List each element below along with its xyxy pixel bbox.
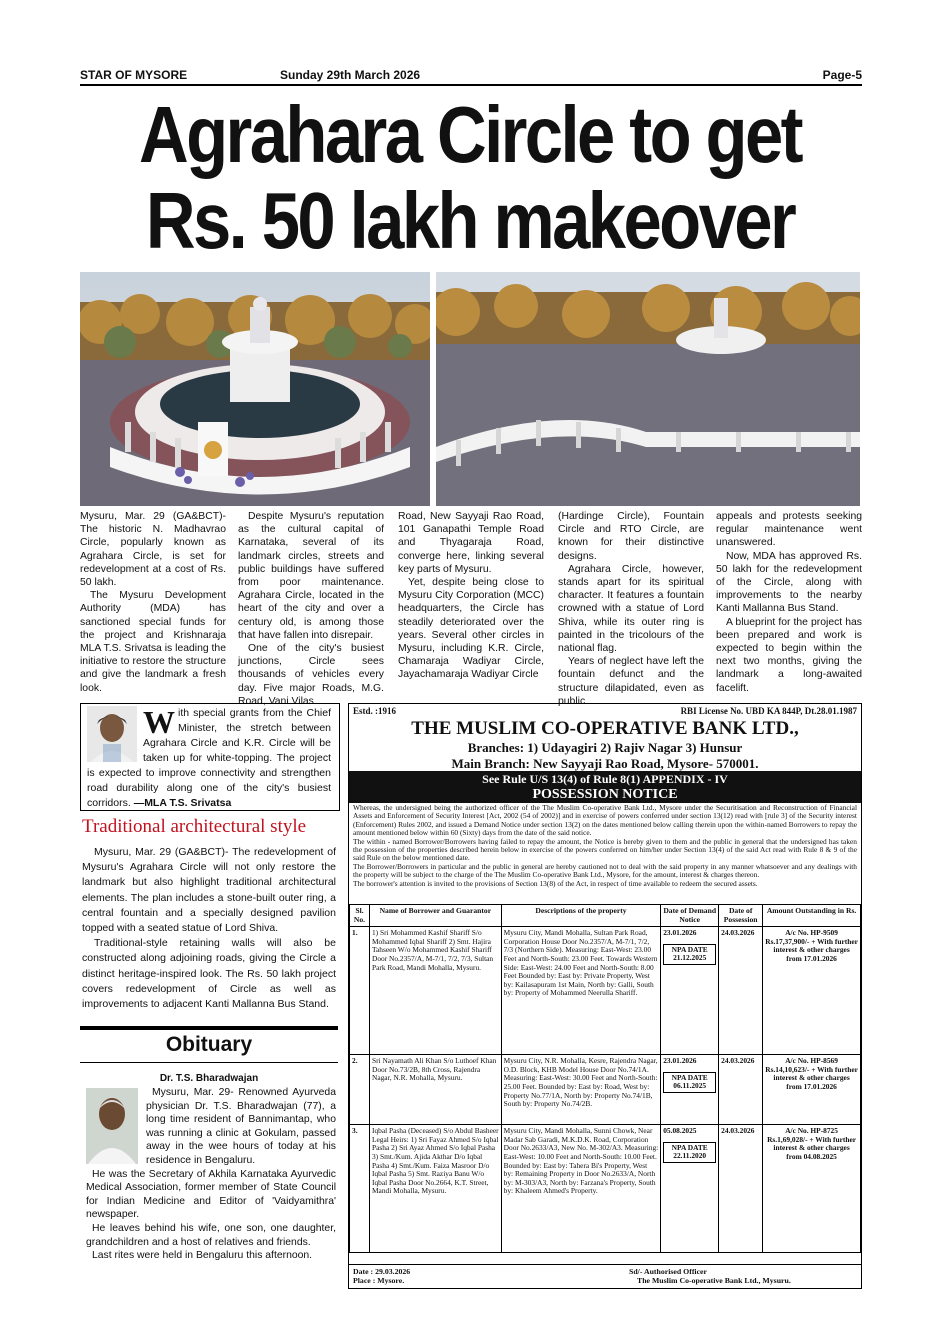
column-header: Name of Borrower and Guarantor	[369, 905, 501, 927]
officer-name: The Muslim Co-operative Bank Ltd., Mysuru.	[637, 1276, 791, 1285]
paragraph: Now, MDA has approved Rs. 50 lakh for the redevelopment of the Circle, along with improvements to the nearby Kanti Mallanna Bus Stand.	[716, 550, 862, 615]
possession-cell: 24.03.2026	[719, 1125, 763, 1253]
bank-branches: Branches: 1) Udayagiri 2) Rajiv Nagar 3) Hunsur	[467, 740, 743, 755]
paragraph: The Borrower/Borrowers in particular and the public in general are hereby cautioned not to deal with the said property in any manner whatsoever and any dealings with the property will be subject to the charge of the The Muslim Co-operative Bank Ltd., Mysore, for the amount, interest & charges thereon.	[353, 861, 857, 880]
paragraph: One of the city's busiest junctions, Circle sees thousands of vehicles every day. Five major Roads, M.G. Road, Vani Vilas	[238, 643, 384, 707]
page-number: Page-5	[822, 68, 862, 82]
property-cell: Mysuru City, Mandi Mohalla, Sultan Park Road, Corporation House Door No.2357/A, M-7/1, 7/2, 7/3 (Northern Side). Measuring: East-West: 23.00 Feet and North-South: 23.00 Feet. Towards Western Side: East-West: 24.00 Feet and North-South: 8.00 Feet Bounded by: East by: Private Property, West by: Kailasapuram 1st Main, North by: Galli, South by: Property of Mohammed Neerulla Shariff.	[501, 927, 661, 1055]
paragraph: Years of neglect have left the fountain defunct and the structure dilapidated, even as public	[558, 656, 704, 707]
table-row	[350, 1125, 861, 1253]
circle-wide-view-photo	[436, 272, 860, 506]
notice-rule: See Rule U/S 13(4) of Rule 8(1) APPENDIX - IV	[482, 772, 728, 786]
traditional-style-title: Traditional architectural style	[82, 816, 307, 837]
borrower-cell: Sri Nayamath Ali Khan S/o Luthoef Khan Door No.73/2B, 8th Cross, Rajendra Nagar, N.R. Mohalla, Mysuru.	[369, 1055, 501, 1125]
column-header: Amount Outstanding in Rs.	[763, 905, 861, 927]
quote-text	[87, 706, 331, 811]
column-header: Descriptions of the property	[501, 905, 661, 927]
article-column-3	[398, 510, 544, 682]
possession-table	[349, 904, 861, 1253]
page-header	[80, 66, 862, 86]
article-column-4	[558, 510, 704, 708]
borrower-cell: 1) Sri Mohammed Kashif Shariff S/o Mohammed Iqbal Shariff 2) Smt. Hajira Tahseen W/o Mohammed Kashif Shariff Door No.2357/A, M-7/1, 7/2, 7/3, Sultan Park Road, Mandi Mohalla, Mysuru.	[369, 927, 501, 1055]
notice-date: Date : 29.03.2026	[353, 1267, 411, 1276]
property-cell: Mysuru City, Mandi Mohalla, Sunni Chowk, Near Madar Sab Garadi, M.K.D.K. Road, Corporation Door No.2633/A3, New No. M-302/A3. Measuring: East-West: 10.00 Feet and North-South: 10.00 Feet. Bounded by: East by: Tahera Bi's Property, West by: Remaining Property in Door No.2633/A, North by: M-303/A3, North by: Farzana's Property, South by: Khaleem Ahmed's Property.	[501, 1125, 661, 1253]
npa-box	[663, 1142, 716, 1163]
fountain-closeup-photo	[80, 272, 430, 506]
paragraph: Whereas, the undersigned being the authorized officer of the The Muslim Co-operative Bank Ltd., Mysore under the Securitisation and Reconstruction of Financial Assets and Enforcement of Security Interest [Act, 2002 (54 of 2002)] and in exercise of powers conferred under section 13(12) read with [rule 3] of the Security interest (Enforcement) Rules 2002, and issued a Demand Notice under section 13(2) on the dates mentioned below calling therein upon the within-named Borrowers to repay the amount mentioned below within 60 (Sixty) days from the date of the said notice.	[353, 803, 857, 838]
paragraph: Traditional-style retaining walls will also be constructed along adjoining roads, giving the Circle a distinct heritage-inspired look. The Rs. 50 lakh project covers redevelopment of Circle as well as improvements to adjacent Kanti Mallanna Bus Stand.	[82, 937, 336, 1011]
amount-cell: A/c No. HP-9509 Rs.17,37,900/- + With further interest & other charges from 17.01.2026	[763, 927, 861, 1055]
obituary-name: Dr. T.S. Bharadwajan	[159, 1073, 259, 1084]
paragraph: Last rites were held in Bengaluru this afternoon.	[92, 1250, 313, 1262]
rbi-license: RBI License No. UBD KA 844P, Dt.28.01.1987	[680, 706, 857, 716]
paragraph: The Mysuru Development Authority (MDA) has sanctioned special funds for the project and Krishnaraja MLA T.S. Srivatsa is leading the initiative to restore the structure and give the landmark a fresh look.	[80, 590, 226, 694]
npa-label: NPA DATE	[671, 1142, 708, 1152]
property-cell: Mysuru City, N.R. Mohalla, Kesre, Rajendra Nagar, O.D. Block, KHB Model House Door No.74/1A. Measuring: East-West: 30.00 Feet and North-South: 25.00 Feet. Bounded by: East by: Road, West by: Property No.77/1A, North by: Property No.74/1B, South by: Property No.74/2B.	[501, 1055, 661, 1125]
sl-cell: 1.	[350, 927, 370, 1055]
notice-title-band	[349, 771, 861, 803]
paragraph: Despite Mysuru's reputation as the cultural capital of Karnataka, several of its landmark circles, streets and public buildings have suffered from poor maintenance. Agrahara Circle, located in the heart of the city and over a century old, is among those that have fallen into disrepair.	[238, 511, 384, 641]
issue-date: Sunday 29th March 2026	[280, 68, 421, 82]
notice-preamble	[353, 804, 857, 888]
headline	[126, 92, 814, 264]
drop-cap: W	[143, 704, 175, 740]
article-column-2	[238, 510, 384, 708]
obituary-photo	[86, 1088, 140, 1166]
signed-by: Sd/- Authorised Officer	[629, 1267, 707, 1276]
paragraph: Agrahara Circle, however, stands apart for its spiritual character. It features a fountain crowned with a statue of Lord Shiva, while its outer ring is painted in the tricolours of the national flag.	[558, 563, 704, 655]
npa-label: NPA DATE	[671, 944, 708, 954]
mla-avatar	[87, 706, 139, 764]
borrower-cell: Iqbal Pasha (Deceased) S/o Abdul Basheer Legal Heirs: 1) Sri Fayaz Ahmed S/o Iqbal Pasha 2) Sri Ayaz Ahmed S/o Iqbal Pasha 3) Smt./Kum. Ajida Akthar D/o Iqbal Pasha 4) Smt./Kum. Faiza Masroor D/o Iqbal Pasha 5) Smt. Raziya Banu W/o Iqbal Pasha Door No.2664, K.T. Street, Mandi Mohalla, Mysuru.	[369, 1125, 501, 1253]
paragraph: (Hardinge Circle), Fountain Circle and RTO Circle, are known for their distinctive designs.	[558, 511, 704, 562]
table-row	[350, 1055, 861, 1125]
obituary-title: Obituary	[165, 1033, 253, 1056]
amount-cell: A/c No. HP-8569 Rs.14,10,623/- + With further interest & other charges from 17.01.2026	[763, 1055, 861, 1125]
notice-footer	[349, 1264, 861, 1285]
table-header-row	[350, 905, 861, 927]
sl-cell: 2.	[350, 1055, 370, 1125]
obituary-body	[86, 1086, 336, 1263]
npa-date: 06.11.2025	[673, 1081, 707, 1091]
paragraph: Yet, despite being close to Mysuru City Corporation (MCC) headquarters, the Circle has steadily deteriorated over the years. Several other circles in Mysuru, including K.R. Circle, Chamaraja Wadiyar Circle, Jayachamaraja Wadiyar Circle	[398, 577, 544, 681]
established-year: Estd. :1916	[353, 706, 397, 716]
notice-place: Place : Mysore.	[353, 1276, 405, 1285]
paragraph: A blueprint for the project has been prepared and work is expected to begin within the next two months, giving the landmark a long-awaited facelift.	[716, 616, 862, 694]
demand-cell	[661, 1125, 719, 1253]
traditional-style-body	[82, 845, 336, 1012]
article-column-5	[716, 510, 862, 695]
demand-date: 23.01.2026	[663, 1056, 697, 1066]
column-header: Sl. No.	[350, 905, 370, 927]
table-row	[350, 927, 861, 1055]
demand-date: 23.01.2026	[663, 928, 697, 938]
paragraph: appeals and protests seeking regular maintenance went unanswered.	[716, 511, 862, 549]
demand-cell	[661, 1055, 719, 1125]
npa-box	[663, 1072, 716, 1093]
paragraph: He was the Secretary of Akhila Karnataka Ayurvedic Medical Association, former member of State Council for Indian Medicine and Editor of 'Vaidyamithra' newspaper.	[86, 1168, 336, 1221]
article-column-1	[80, 510, 226, 695]
paragraph: Mysuru, Mar. 29 (GA&BCT)- The redevelopment of Mysuru's Agrahara Circle will not only restore the landmark but also highlight traditional architectural elements. The plan includes a stone-built outer ring, a central fountain and a specially designed pavilion topped with a seated statue of Lord Shiva.	[82, 846, 336, 935]
paragraph: He leaves behind his wife, one son, one daughter, grandchildren and a host of relatives and friends.	[86, 1222, 336, 1248]
demand-date: 05.08.2025	[663, 1126, 697, 1136]
paragraph: Mysuru, Mar. 29- Renowned Ayurveda physician Dr. T.S. Bharadwajan (77), a long time resident of Bannimantap, who was running a clinic at Gokulam, passed away in the wee hours of today at his residence in Bengaluru.	[146, 1087, 336, 1166]
possession-notice	[348, 703, 862, 1289]
amount-cell: A/c No. HP-8725 Rs.1,69,028/- + With further interest & other charges from 04.08.2025	[763, 1125, 861, 1253]
demand-cell	[661, 927, 719, 1055]
bank-name: THE MUSLIM CO-OPERATIVE BANK LTD.,	[411, 718, 799, 739]
obituary-rule	[80, 1026, 338, 1030]
npa-date: 21.12.2025	[673, 953, 707, 963]
sl-cell: 3.	[350, 1125, 370, 1253]
possession-cell: 24.03.2026	[719, 927, 763, 1055]
possession-cell: 24.03.2026	[719, 1055, 763, 1125]
npa-box	[663, 944, 716, 965]
notice-title: POSSESSION NOTICE	[532, 787, 678, 802]
paragraph: The borrower's attention is invited to the provisions of Section 13(8) of the Act, in respect of time available to redeem the secured assets.	[353, 878, 758, 888]
bank-main-branch: Main Branch: New Sayyaji Rao Road, Mysore- 570001.	[451, 756, 759, 771]
quote-attribution: —MLA T.S. Srivatsa	[133, 797, 232, 809]
mla-quote-box	[80, 703, 340, 811]
paragraph: The within - named Borrower/Borrowers having failed to repay the amount, the Notice is hereby given to them and the public in general that the undersigned has taken the possession of the properties described herein below in exercise of the powers conferred on him/her under Section 13(4) of the said Act read with Rule 8 & 9 of the said Rule on the below mentioned date.	[353, 836, 857, 863]
npa-label: NPA DATE	[671, 1072, 708, 1082]
article-body	[80, 510, 862, 707]
obituary-divider	[80, 1062, 338, 1063]
npa-date: 22.11.2020	[673, 1151, 707, 1161]
paper-name: STAR OF MYSORE	[80, 68, 188, 82]
paragraph: Mysuru, Mar. 29 (GA&BCT)- The historic N. Madhavrao Circle, popularly known as Agrahara Circle, is set for redevelopment at a cost of Rs. 50 lakh.	[80, 511, 226, 589]
column-header: Date of Demand Notice	[661, 905, 719, 927]
headline-line-2: Rs. 50 lakh makeover	[145, 176, 795, 265]
paragraph: Road, New Sayyaji Rao Road, 101 Ganapathi Temple Road and Thyagaraja Road, converge here, linking several key parts of Mysuru.	[398, 511, 544, 575]
quote-body: ith special grants from the Chief Minister, the stretch between Agrahara Circle and K.R. Circle will be taken up for white-topping. The project is expected to improve connectivity and strengthen road durability along one of the city's busiest corridors.	[87, 707, 331, 809]
column-header: Date of Possession	[719, 905, 763, 927]
headline-line-1: Agrahara Circle to get	[138, 90, 802, 179]
